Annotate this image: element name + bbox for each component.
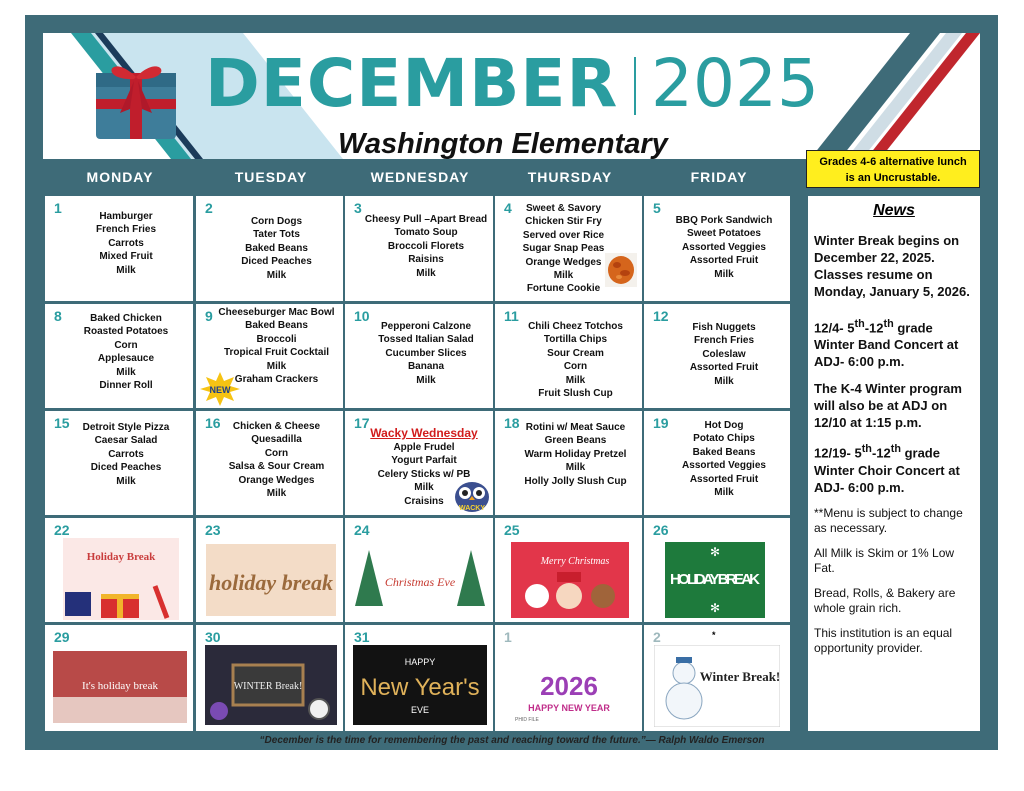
chicken-dish-icon [605, 253, 637, 287]
day-header-wednesday: WEDNESDAY [370, 169, 470, 185]
snowflake-icon: ✻ [709, 545, 721, 559]
merry-christmas-image [511, 542, 629, 618]
menu-item: Hot Dog [704, 420, 744, 431]
menu-list [662, 321, 786, 388]
new-starburst-icon [200, 372, 240, 406]
day-cell [644, 625, 790, 731]
menu-item: Milk [565, 374, 586, 386]
menu-item: Diced Peaches [241, 256, 312, 268]
menu-item: Dinner Roll [99, 380, 153, 392]
day-cell [196, 518, 343, 622]
menu-item: Milk [116, 366, 136, 378]
menu-item: Tomato Soup [394, 227, 458, 239]
new-years-eve-bottom: EVE [410, 705, 430, 715]
day-number: 15 [54, 415, 70, 431]
menu-list [662, 214, 786, 281]
menu-item: Craisins [404, 495, 444, 507]
menu-item: Holly Jolly Slush Cup [524, 475, 627, 487]
month-title: DECEMBER [205, 45, 619, 122]
day-number: 24 [354, 522, 370, 538]
day-number: 23 [205, 522, 221, 538]
day-header-thursday: THURSDAY [527, 169, 613, 185]
menu-item: Warm Holiday Pretzel [524, 448, 627, 460]
menu-item: Sugar Snap Peas [522, 243, 605, 255]
menu-item: Celery Sticks w/ PB [377, 468, 471, 480]
menu-item: Detroit Style Pizza [82, 422, 170, 433]
band-concert-notice: 12/4- 5th-12th grade Winter Band Concert at ADJ- 6:00 p.m. [814, 318, 959, 370]
menu-item: Potato Chips [693, 433, 755, 445]
choir-concert-notice: 12/19- 5th-12th grade Winter Choir Concert at ADJ- 6:00 p.m. [814, 443, 960, 495]
menu-item: Milk [414, 482, 434, 494]
menu-item: Sweet Potatoes [687, 228, 761, 240]
menu-item: Caesar Salad [94, 435, 158, 447]
menu-item: Yogurt Parfait [391, 455, 457, 467]
menu-item: Hamburger [99, 211, 153, 222]
menu-item: Rotini w/ Meat Sauce [525, 422, 626, 433]
holiday-break-caption: HOLIDAY BREAK [670, 571, 760, 588]
menu-item: Quesadilla [251, 434, 302, 446]
wacky-wednesday-heading: Wacky Wednesday [370, 426, 478, 440]
year-2026-text: 2026 [540, 671, 598, 701]
day-number: 31 [354, 629, 370, 645]
menu-item: Broccoli [256, 333, 297, 345]
day-number: 30 [205, 629, 221, 645]
asterisk-mark: * [712, 630, 716, 640]
day-cell [495, 518, 642, 622]
menu-list [662, 419, 786, 499]
k4-program-notice: The K-4 Winter program will also be at ADJ on 12/10 at 1:15 p.m. [814, 381, 962, 431]
day-number: 1 [54, 200, 62, 216]
merry-christmas-caption: Merry Christmas [540, 556, 610, 567]
menu-item: Orange Wedges [525, 256, 602, 268]
menu-item: Assorted Veggies [682, 241, 766, 253]
day-number: 22 [54, 522, 70, 538]
day-number: 3 [354, 200, 362, 216]
menu-list [63, 312, 189, 392]
winter-break-notice: Winter Break begins on December 22, 2025. Classes resume on Monday, January 5, 2026. [814, 233, 970, 299]
menu-item: Corn [114, 339, 138, 351]
day-cell [644, 304, 790, 408]
menu-item: Cucumber Slices [385, 347, 467, 359]
footer-quote: “December is the time for remembering the past and reaching toward the future.”— Ralph Waldo Emerson [259, 735, 765, 746]
menu-item: Milk [416, 267, 436, 279]
header-stripes [800, 33, 980, 159]
equal-opportunity-note: This institution is an equal opportunity provider. [814, 625, 953, 655]
menu-change-note: **Menu is subject to change as necessary. [814, 505, 963, 535]
day-number: 26 [653, 522, 669, 538]
menu-item: Applesauce [97, 353, 155, 365]
new-years-eve-top: HAPPY [404, 657, 436, 667]
menu-item: Chili Cheez Totchos [528, 321, 623, 332]
menu-list [363, 320, 489, 387]
day-number: 4 [504, 200, 512, 216]
gift-icon [90, 51, 182, 143]
day-number: 2 [205, 200, 213, 216]
menu-item: Diced Peaches [90, 462, 162, 474]
new-years-eve-image [353, 645, 487, 725]
menu-item: Chicken & Cheese [232, 421, 321, 432]
menu-item: Served over Rice [522, 229, 605, 241]
menu-item: Corn [563, 361, 588, 373]
menu-item: Tater Tots [253, 229, 300, 241]
day-number: 19 [653, 415, 669, 431]
day-number: 8 [54, 308, 62, 324]
day-cell [345, 196, 493, 301]
day-cell [196, 625, 343, 731]
menu-item: Corn Dogs [250, 216, 303, 227]
menu-item: Chicken Stir Fry [525, 216, 602, 228]
day-cell [45, 196, 193, 301]
day-number: 18 [504, 415, 520, 431]
menu-item: Corn [264, 447, 289, 459]
day-cell [196, 304, 343, 408]
menu-item: Milk [714, 375, 734, 387]
menu-item: Assorted Veggies [682, 460, 766, 472]
menu-item: Milk [714, 268, 734, 280]
day-number: 25 [504, 522, 520, 538]
menu-item: Carrots [108, 237, 144, 249]
day-header-monday: MONDAY [86, 169, 154, 185]
holiday-break-image [53, 651, 187, 723]
menu-item: Milk [116, 475, 136, 487]
menu-item: Baked Chicken [90, 313, 162, 324]
menu-item: Banana [407, 361, 445, 373]
holiday-break-image [63, 538, 179, 620]
menu-item: Baked Beans [245, 320, 308, 332]
menu-item: Baked Beans [692, 446, 756, 458]
winter-break-image [205, 645, 337, 725]
menu-item: Milk [266, 269, 287, 281]
happy-new-year-image [505, 655, 633, 725]
menu-item: Assorted Fruit [689, 362, 759, 374]
menu-item: Fish Nuggets [692, 322, 756, 333]
day-cell [345, 304, 493, 408]
day-cell [45, 411, 193, 515]
menu-list [214, 420, 339, 500]
calendar-header [43, 33, 980, 159]
menu-item: Graham Crackers [234, 374, 319, 386]
menu-item: Coleslaw [702, 348, 746, 360]
winter-break-snowman-image [654, 645, 780, 727]
winter-break-caption: WINTER Break! [233, 681, 303, 692]
menu-list [214, 215, 339, 282]
day-cell [345, 518, 493, 622]
day-number: 12 [653, 308, 669, 324]
school-name: Washington Elementary [338, 128, 668, 159]
happy-new-year-caption: HAPPY NEW YEAR [528, 703, 610, 713]
note-line-1: Grades 4-6 alternative lunch [819, 156, 967, 168]
day-cell [45, 518, 193, 622]
wacky-badge-text: WACKY [458, 505, 486, 512]
menu-item: Green Beans [544, 435, 607, 447]
day-number: 11 [504, 308, 519, 324]
christmas-eve-image [351, 548, 489, 612]
snowflake-icon: ✻ [709, 601, 721, 615]
menu-item: Salsa & Sour Cream [228, 461, 325, 473]
menu-item: Roasted Potatoes [83, 326, 169, 338]
menu-item: Tortilla Chips [543, 334, 608, 346]
photo-credit: PHID FILE [515, 717, 539, 723]
day-header-tuesday: TUESDAY [234, 169, 308, 185]
day-cell [345, 625, 493, 731]
day-cell [495, 304, 642, 408]
menu-item: Cheesy Pull –Apart Bread [364, 214, 488, 225]
milk-note: All Milk is Skim or 1% Low Fat. [814, 545, 955, 575]
menu-item: Assorted Fruit [689, 255, 759, 267]
menu-item: Milk [714, 487, 734, 499]
day-number: 9 [205, 308, 213, 324]
menu-item: Milk [416, 374, 436, 386]
year-title: 2025 [651, 45, 819, 122]
menu-item: Fruit Slush Cup [538, 388, 613, 400]
day-cell [345, 411, 493, 515]
day-number: 1 [504, 629, 512, 645]
day-number: 29 [54, 629, 70, 645]
day-number: 17 [354, 415, 370, 431]
winter-break-caption: Winter Break! [699, 669, 780, 684]
title-divider [634, 57, 636, 115]
menu-item: Sour Cream [547, 347, 604, 359]
menu-item: Carrots [108, 448, 144, 460]
christmas-eve-caption: Christmas Eve [384, 575, 456, 589]
menu-item: Fortune Cookie [526, 283, 601, 295]
day-header-friday: FRIDAY [690, 169, 748, 185]
menu-item: Tropical Fruit Cocktail [223, 347, 330, 359]
menu-list [63, 421, 189, 488]
menu-item: Apple Frudel [393, 442, 455, 453]
day-cell [644, 518, 790, 622]
menu-item: Baked Beans [245, 242, 308, 254]
day-number: 10 [354, 308, 370, 324]
menu-item: Broccoli Florets [387, 240, 465, 252]
menu-item: Mixed Fruit [99, 251, 153, 263]
menu-list [63, 210, 189, 277]
menu-item: Milk [565, 462, 586, 474]
news-title: News [873, 202, 915, 219]
menu-item: Milk [553, 270, 574, 282]
holiday-break-image [206, 544, 336, 616]
holiday-break-caption: It's holiday break [82, 680, 158, 692]
new-badge-text: NEW [209, 385, 231, 395]
alternative-lunch-note [806, 150, 980, 188]
day-cell [644, 196, 790, 301]
day-number: 2 [653, 629, 661, 645]
menu-item: Sweet & Savory [525, 203, 602, 214]
day-cell [45, 304, 193, 408]
day-cell [196, 196, 343, 301]
menu-list [363, 213, 489, 280]
menu-item: Assorted Fruit [689, 473, 759, 485]
day-cell [495, 625, 642, 731]
menu-item: Milk [266, 488, 287, 500]
menu-item: Tossed Italian Salad [378, 334, 474, 346]
holiday-break-image [665, 542, 765, 618]
day-number: 16 [205, 415, 221, 431]
menu-item: French Fries [693, 335, 755, 347]
menu-item: BBQ Pork Sandwich [675, 215, 773, 226]
note-line-2: is an Uncrustable. [845, 172, 941, 184]
day-cell [644, 411, 790, 515]
menu-item: Milk [266, 360, 287, 372]
menu-item: French Fries [95, 224, 157, 236]
news-panel [808, 196, 980, 731]
new-years-eve-caption: New Year's [360, 674, 480, 701]
menu-item: Pepperoni Calzone [380, 321, 471, 332]
menu-list [513, 421, 638, 488]
day-cell [45, 625, 193, 731]
day-cell [495, 411, 642, 515]
day-cell [196, 411, 343, 515]
menu-item: Milk [116, 264, 136, 276]
menu-item: Raisins [408, 254, 444, 266]
menu-item: Cheeseburger Mac Bowl [218, 307, 335, 318]
holiday-break-caption: Holiday Break [86, 551, 156, 563]
day-number: 5 [653, 200, 661, 216]
wacky-owl-icon [453, 479, 491, 513]
bread-note: Bread, Rolls, & Bakery are whole grain rich. [814, 585, 956, 615]
menu-list [513, 320, 638, 400]
menu-item: Orange Wedges [238, 474, 315, 486]
holiday-break-caption: holiday break [208, 570, 334, 595]
day-cell [495, 196, 642, 301]
